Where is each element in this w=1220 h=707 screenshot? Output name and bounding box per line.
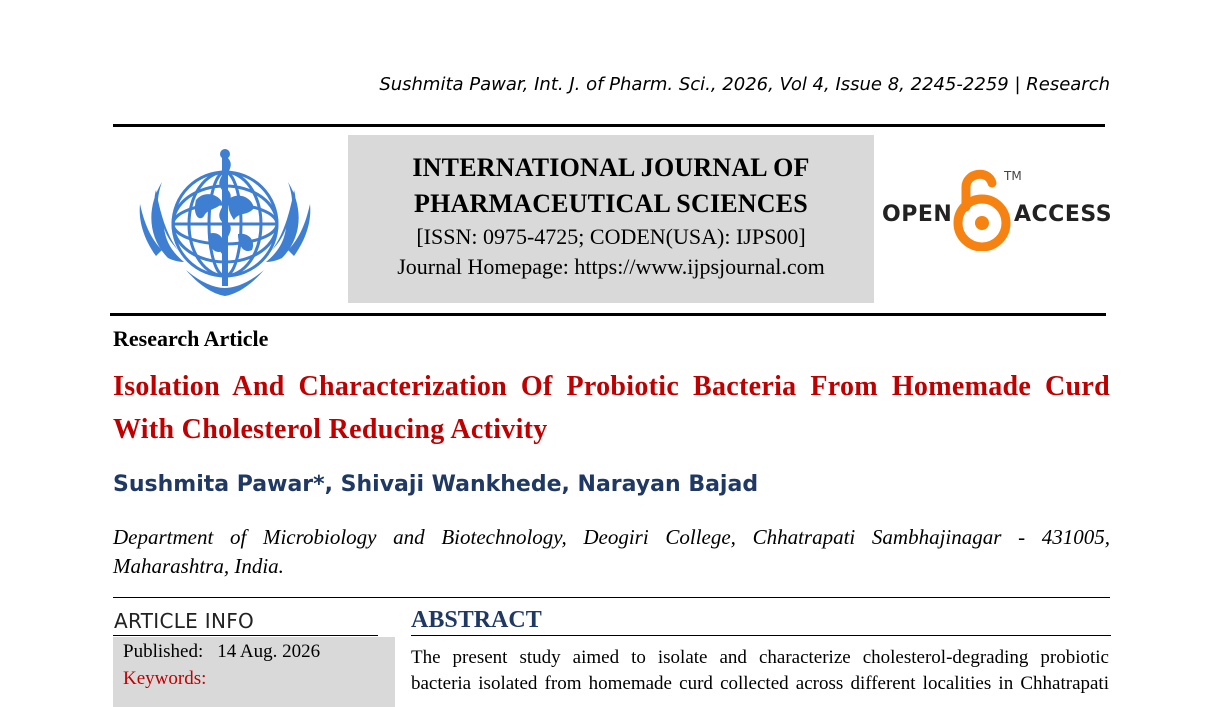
masthead-bottom-rule	[110, 313, 1106, 316]
open-access-word-open: OPEN	[882, 202, 953, 227]
article-title: Isolation And Characterization Of Probiotic Bacteria From Homemade Curd With Cholesterol Reducing Activity	[113, 371, 1110, 445]
article-authors: Sushmita Pawar*, Shivaji Wankhede, Narayan Bajad	[113, 472, 759, 497]
author-affiliation: Department of Microbiology and Biotechnology, Deogiri College, Chhatrapati Sambhajinagar - 431005, Maharashtra, India.	[113, 525, 1110, 578]
journal-name-line1: INTERNATIONAL JOURNAL OF	[412, 153, 810, 182]
abstract-line-2: bacteria isolated from homemade curd collected across different localities in Chhatrapati	[411, 673, 1109, 694]
abstract-line-1: The present study aimed to isolate and characterize cholesterol-degrading probiotic	[411, 647, 1109, 668]
open-access-word-access: ACCESS	[1014, 202, 1113, 227]
journal-issn: [ISSN: 0975-4725; CODEN(USA): IJPS00]	[416, 224, 806, 249]
open-access-logo	[880, 165, 1113, 251]
keywords-label: Keywords:	[123, 668, 207, 689]
section-divider	[113, 597, 1110, 598]
published-label: Published:	[123, 641, 204, 662]
open-access-trademark: TM	[1004, 169, 1022, 183]
masthead-top-rule	[113, 124, 1105, 127]
published-row	[123, 641, 320, 663]
article-type: Research Article	[113, 326, 269, 351]
abstract-heading: ABSTRACT	[411, 607, 542, 633]
running-head: Sushmita Pawar, Int. J. of Pharm. Sci., 2026, Vol 4, Issue 8, 2245-2259 | Research	[379, 74, 1110, 95]
journal-homepage-link[interactable]: Journal Homepage: https://www.ijpsjournal.com	[397, 254, 825, 279]
journal-name-line2: PHARMACEUTICAL SCIENCES	[414, 189, 808, 218]
article-info-heading: ARTICLE INFO	[114, 609, 255, 633]
abstract-rule	[411, 635, 1111, 636]
article-info-box	[113, 637, 395, 707]
article-info-rule	[113, 635, 378, 636]
journal-emblem-icon	[126, 138, 324, 306]
journal-masthead-box	[348, 135, 874, 303]
published-date: 14 Aug. 2026	[217, 641, 321, 662]
abstract-text	[411, 645, 1109, 697]
